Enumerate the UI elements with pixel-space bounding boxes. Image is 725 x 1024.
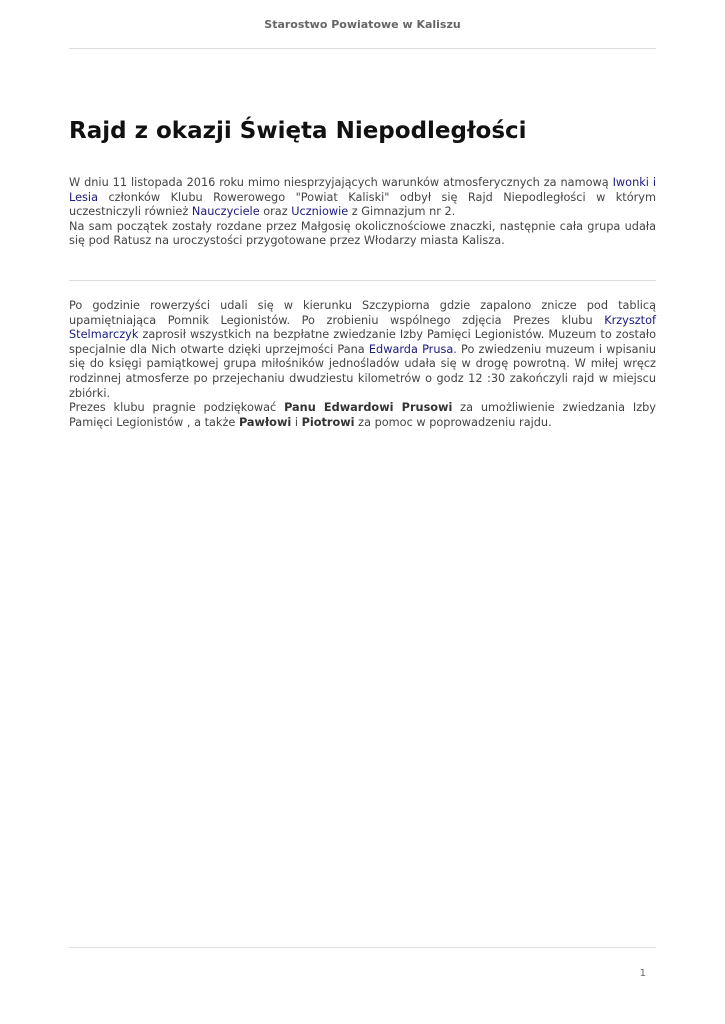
text: W dniu 11 listopada 2016 roku mimo niesprzyjających warunków atmosferycznych za namową: [69, 176, 613, 189]
text: z Gimnazjum nr 2.: [348, 205, 456, 219]
text: Prezes klubu pragnie podziękować: [69, 401, 285, 415]
page-header: [69, 0, 656, 49]
link-edwarda-prusa[interactable]: Edwarda Prusa: [368, 342, 454, 356]
text: i: [291, 415, 302, 429]
bold-name: Piotrowi: [301, 415, 355, 429]
text: członków Klubu Rowerowego "Powiat Kaliski" odbył się Rajd Niepodległości w którym uczestniczyli również: [69, 190, 656, 219]
link-krzysztof-stelmarczyk[interactable]: Krzysztof Stelmarczyk: [69, 313, 656, 342]
text: zaprosił wszystkich na bezpłatne zwiedzanie Izby Pamięci Legionistów. Muzeum to zostało specjalnie dla Nich otwarte dzięki uprzejmości Pana: [69, 328, 656, 356]
text: Po godzinie rowerzyści udali się w kierunku Szczypiorna gdzie zapalono znicze pod tablicą upamiętniająca Pomnik Legionistów. Po zrobieniu wspólnego zdjęcia Prezes klubu: [69, 299, 656, 327]
footer-divider: [69, 947, 656, 948]
text: za pomoc w poprowadzeniu rajdu.: [354, 415, 552, 429]
text: za umożliwienie zwiedzania Izby Pamięci Legionistów , a także: [69, 401, 656, 429]
link-nauczyciele[interactable]: Nauczyciele: [191, 205, 260, 219]
bold-name: Pawłowi: [238, 415, 292, 429]
article-paragraph-2: [69, 299, 656, 430]
text: oraz: [259, 205, 292, 219]
bold-name: Panu Edwardowi Prusowi: [284, 401, 453, 415]
text: Na sam początek zostały rozdane przez Małgosię okolicznościowe znaczki, następnie cała grupa udała się pod Ratusz na uroczystości przygotowane przez Włodarzy miasta Kalisza.: [69, 219, 656, 248]
section-divider: [69, 280, 656, 281]
article-paragraph-1: [69, 176, 656, 249]
text: . Po zwiedzeniu muzeum i wpisaniu się do księgi pamiątkowej grupa miłośników jednośladów udała się w drogę powrotną. W miłej wręcz rodzinnej atmosferze po przejechaniu dwudziestu kilometrów o godz 12 :30 zakończyli rajd w miejscu zbiórki.: [69, 342, 656, 400]
article-title: Rajd z okazji Święta Niepodległości: [69, 118, 527, 144]
link-iwonki-i-lesia[interactable]: Iwonki i Lesia: [69, 176, 656, 204]
header-title: Starostwo Powiatowe w Kaliszu: [264, 18, 461, 31]
link-uczniowie[interactable]: Uczniowie: [291, 205, 349, 219]
page-number: 1: [639, 968, 646, 979]
